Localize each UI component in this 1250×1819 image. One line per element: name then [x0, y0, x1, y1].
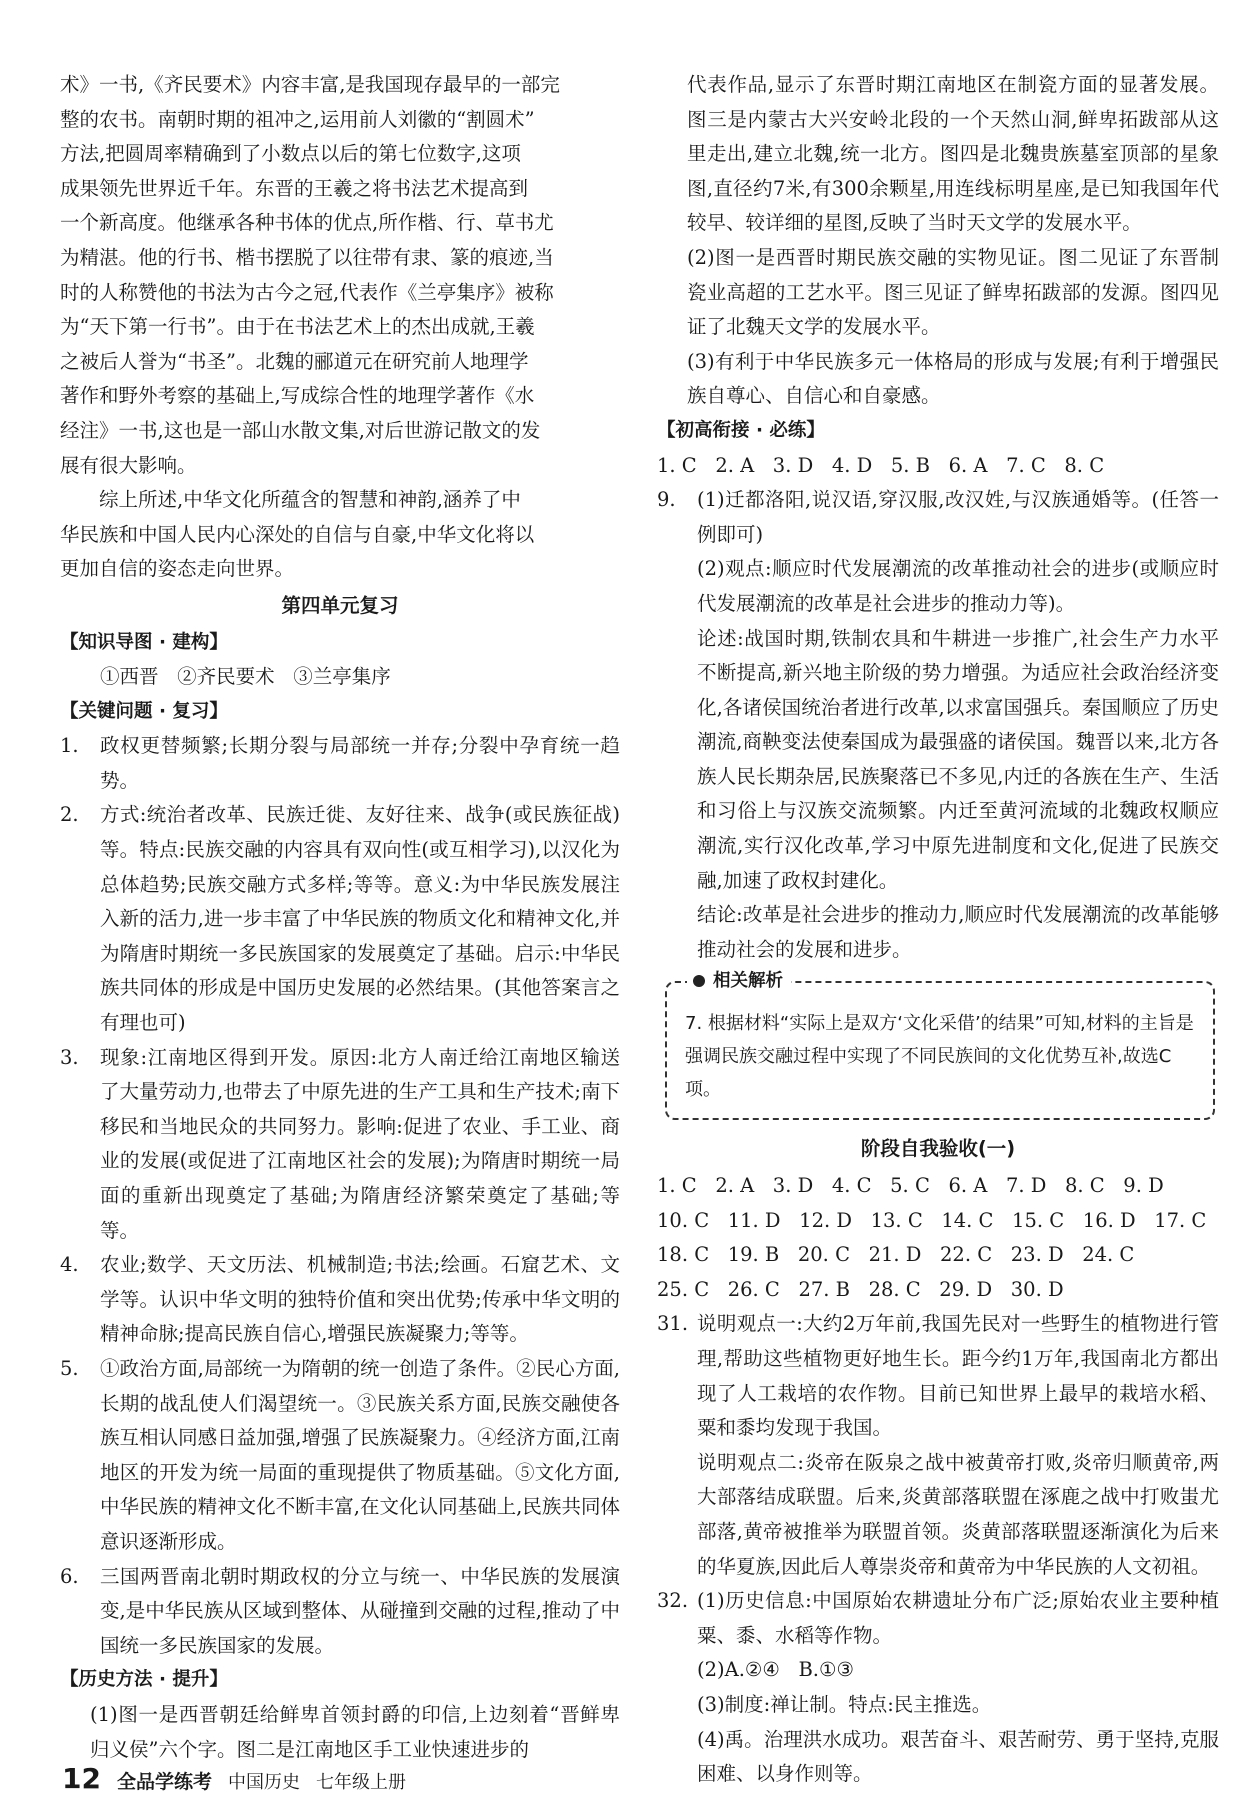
item-text: 现象:江南地区得到开发。原因:北方人南迁给江南地区输送了大量劳动力,也带去了中原先进的生产工具和生产技术;南下移民和当地民众的共同努力。影响:促进了农业、手工业、商业的发展(或促进了江南地区社会的发展);为隋唐时期统一局面的重新出现奠定了基础;为隋唐经济繁荣奠定了基础;等等。	[100, 1045, 620, 1242]
item-number: 3.	[60, 1045, 79, 1069]
book-brand: 全品学练考	[116, 1771, 212, 1793]
text-line: 经注》一书,这也是一部山水散文集,对后世游记散文的发	[60, 418, 541, 442]
text-line: 之被后人誉为“书圣”。北魏的郦道元在研究前人地理学	[60, 349, 529, 373]
text-line: 为“天下第一行书”。由于在书法艺术上的杰出成就,王羲	[60, 315, 535, 339]
key-question-1	[60, 729, 620, 798]
q9-part-2: (2)观点:顺应时代发展潮流的改革推动社会的进步(或顺应时代发展潮流的改革是社会进步的推动力等)。	[697, 557, 1219, 615]
key-question-4	[60, 1248, 620, 1352]
key-question-6	[60, 1560, 620, 1664]
text-line: 为精湛。他的行书、楷书摆脱了以往带有隶、篆的痕迹,当	[60, 245, 554, 269]
item-number: 31.	[657, 1312, 689, 1336]
key-question-2	[60, 798, 620, 1040]
grade-label: 七年级上册	[315, 1772, 406, 1793]
item-number: 2.	[60, 803, 79, 827]
history-method-text: (1)图一是西晋朝廷给鲜卑首领封爵的印信,上边刻着“晋鲜卑归义侯”六个字。图二是江南地区手工业快速进步的	[90, 1702, 620, 1761]
q9-part-3: 论述:战国时期,铁制农具和牛耕进一步推广,社会生产力水平不断提高,新兴地主阶级的势力增强。为适应社会政治经济变化,各诸侯国统治者进行改革,以求富国强兵。秦国顺应了历史潮流,商鞅变法使秦国成为最强盛的诸侯国。魏晋以来,北方各族人民长期杂居,民族聚落已不多见,内迁的各族在生产、生活和习俗上与汉族交流频繁。内迁至黄河流域的北魏政权顺应潮流,实行汉化改革,学习中原先进制度和文化,促进了民族交融,加速了政权封建化。	[697, 626, 1219, 892]
item-number: 9.	[657, 488, 676, 512]
text-line: 综上所述,中华文化所蕴含的智慧和神韵,涵养了中	[99, 488, 521, 512]
left-column	[60, 68, 620, 1767]
text-line: 术》一书,《齐民要术》内容丰富,是我国现存最早的一部完	[60, 73, 560, 96]
item-number: 5.	[60, 1356, 79, 1380]
q31-view-2: 说明观点二:炎帝在阪泉之战中被黄帝打败,炎帝归顺黄帝,两大部落结成联盟。后来,炎黄部落联盟在涿鹿之战中打败蚩尤部落,黄帝被推举为联盟首领。炎黄部落联盟逐渐演化为后来的华夏族,因此后人尊崇炎帝和黄帝为中华民族的人文初祖。	[697, 1450, 1219, 1578]
related-analysis-label: 相关解析	[687, 968, 791, 994]
stage-answer-row: 10. C 11. D 12. D 13. C 14. C 15. C 16. D 17. C	[657, 1208, 1207, 1232]
question-31	[657, 1307, 1219, 1584]
text-line: 更加自信的姿态走向世界。	[60, 557, 295, 581]
item-number: 6.	[60, 1564, 79, 1588]
question-32	[657, 1584, 1219, 1792]
item-number: 32.	[657, 1589, 689, 1613]
related-analysis-box	[665, 971, 1215, 1120]
text-line: 展有很大影响。	[60, 453, 197, 477]
subject-label: 中国历史	[227, 1772, 300, 1793]
link-practice-answers: 1. C 2. A 3. D 4. D 5. B 6. A 7. C 8. C	[657, 453, 1105, 477]
text-line: 整的农书。南朝时期的祖冲之,运用前人刘徽的“割圆术”	[60, 107, 535, 131]
text-line: 华民族和中国人民内心深处的自信与自豪,中华文化将以	[60, 522, 535, 546]
paragraph	[60, 483, 620, 587]
q9-part-1: (1)迁都洛阳,说汉语,穿汉服,改汉姓,与汉族通婚等。(任答一例即可)	[697, 488, 1219, 546]
knowledge-map-answers: ①西晋 ②齐民要术 ③兰亭集序	[100, 665, 391, 689]
stage-answer-row: 1. C 2. A 3. D 4. C 5. C 6. A 7. D 8. C 9. D	[657, 1174, 1164, 1198]
stage-test-title: 阶段自我验收(一)	[860, 1137, 1016, 1161]
item-text: 农业;数学、天文历法、机械制造;书法;绘画。石窟艺术、文学等。认识中华文明的独特价值和突出优势;传承中华文明的精神命脉;提高民族自信心,增强民族凝聚力;等等。	[100, 1253, 620, 1346]
right-column	[657, 68, 1219, 1792]
history-method-header: 【历史方法 · 提升】	[60, 1669, 228, 1691]
item-text: 方式:统治者改革、民族迁徙、友好往来、战争(或民族征战)等。特点:民族交融的内容具有双向性(或互相学习),以汉化为总体趋势;民族交融方式多样;等等。意义:为中华民族发展注入新的活力,进一步丰富了中华民族的物质文化和精神文化,并为隋唐时期统一多民族国家的发展奠定了基础。启示:中华民族共同体的形成是中国历史发展的必然结果。(其他答案言之有理也可)	[100, 803, 620, 1035]
page-number: 12	[62, 1762, 101, 1795]
link-practice-header: 【初高衔接 · 必练】	[657, 419, 825, 441]
key-question-5	[60, 1352, 620, 1560]
related-analysis-text: 7. 根据材料“实际上是双方‘文化采借’的结果”可知,材料的主旨是强调民族交融过程中实现了不同民族间的文化优势互补,故选C项。	[685, 1013, 1194, 1101]
history-method-continued: 代表作品,显示了东晋时期江南地区在制瓷方面的显著发展。图三是内蒙古大兴安岭北段的一个天然山洞,鲜卑拓跋部从这里走出,建立北魏,统一北方。图四是北魏贵族墓室顶部的星象图,直径约7米,有300余颗星,用连线标明星座,是已知我国年代较早、较详细的星图,反映了当时天文学的发展水平。	[687, 73, 1219, 235]
q9-part-4: 结论:改革是社会进步的推动力,顺应时代发展潮流的改革能够推动社会的发展和进步。	[697, 903, 1219, 961]
item-text: ①政治方面,局部统一为隋朝的统一创造了条件。②民心方面,长期的战乱使人们渴望统一。③民族关系方面,民族交融使各族互相认同感日益加强,增强了民族凝聚力。④经济方面,江南地区的开发为统一局面的重现提供了物质基础。⑤文化方面,中华民族的精神文化不断丰富,在文化认同基础上,民族共同体意识逐渐形成。	[100, 1356, 620, 1553]
knowledge-map-header: 【知识导图 · 建构】	[60, 631, 228, 653]
item-text: 政权更替频繁;长期分裂与局部统一并存;分裂中孕育统一趋势。	[100, 734, 620, 792]
q32-part-2: (2)A.②④ B.①③	[697, 1658, 854, 1682]
history-method-3: (3)有利于中华民族多元一体格局的形成与发展;有利于增强民族自尊心、自信心和自豪感。	[687, 349, 1219, 408]
q31-view-1: 说明观点一:大约2万年前,我国先民对一些野生的植物进行管理,帮助这些植物更好地生长。距今约1万年,我国南北方都出现了人工栽培的农作物。目前已知世界上最早的栽培水稻、粟和黍均发现于我国。	[697, 1312, 1219, 1440]
text-line: 成果领先世界近千年。东晋的王羲之将书法艺术提高到	[60, 176, 529, 200]
unit-title: 第四单元复习	[281, 593, 399, 617]
key-questions-header: 【关键问题 · 复习】	[60, 700, 228, 722]
key-question-3	[60, 1041, 620, 1249]
stage-answer-row: 25. C 26. C 27. B 28. C 29. D 30. D	[657, 1277, 1064, 1301]
item-text: 三国两晋南北朝时期政权的分立与统一、中华民族的发展演变,是中华民族从区域到整体、从碰撞到交融的过程,推动了中国统一多民族国家的发展。	[100, 1564, 620, 1657]
q32-part-1: (1)历史信息:中国原始农耕遗址分布广泛;原始农业主要种植粟、黍、水稻等作物。	[697, 1589, 1219, 1647]
history-method-2: (2)图一是西晋时期民族交融的实物见证。图二见证了东晋制瓷业高超的工艺水平。图三见证了鲜卑拓跋部的发源。图四见证了北魏天文学的发展水平。	[687, 245, 1219, 339]
q32-part-4: (4)禹。治理洪水成功。艰苦奋斗、艰苦耐劳、勇于坚持,克服困难、以身作则等。	[697, 1727, 1219, 1786]
question-9	[657, 483, 1219, 967]
text-line: 一个新高度。他继承各种书体的优点,所作楷、行、草书尤	[60, 211, 554, 235]
q32-part-3: (3)制度:禅让制。特点:民主推选。	[697, 1692, 992, 1716]
stage-answer-row: 18. C 19. B 20. C 21. D 22. C 23. D 24. C	[657, 1243, 1135, 1267]
text-line: 著作和野外考察的基础上,写成综合性的地理学著作《水	[60, 384, 535, 408]
page-footer	[62, 1762, 406, 1802]
item-number: 1.	[60, 734, 79, 758]
text-line: 时的人称赞他的书法为古今之冠,代表作《兰亭集序》被称	[60, 280, 554, 304]
paragraph	[60, 68, 620, 483]
item-number: 4.	[60, 1253, 79, 1277]
text-line: 方法,把圆周率精确到了小数点以后的第七位数字,这项	[60, 142, 521, 166]
